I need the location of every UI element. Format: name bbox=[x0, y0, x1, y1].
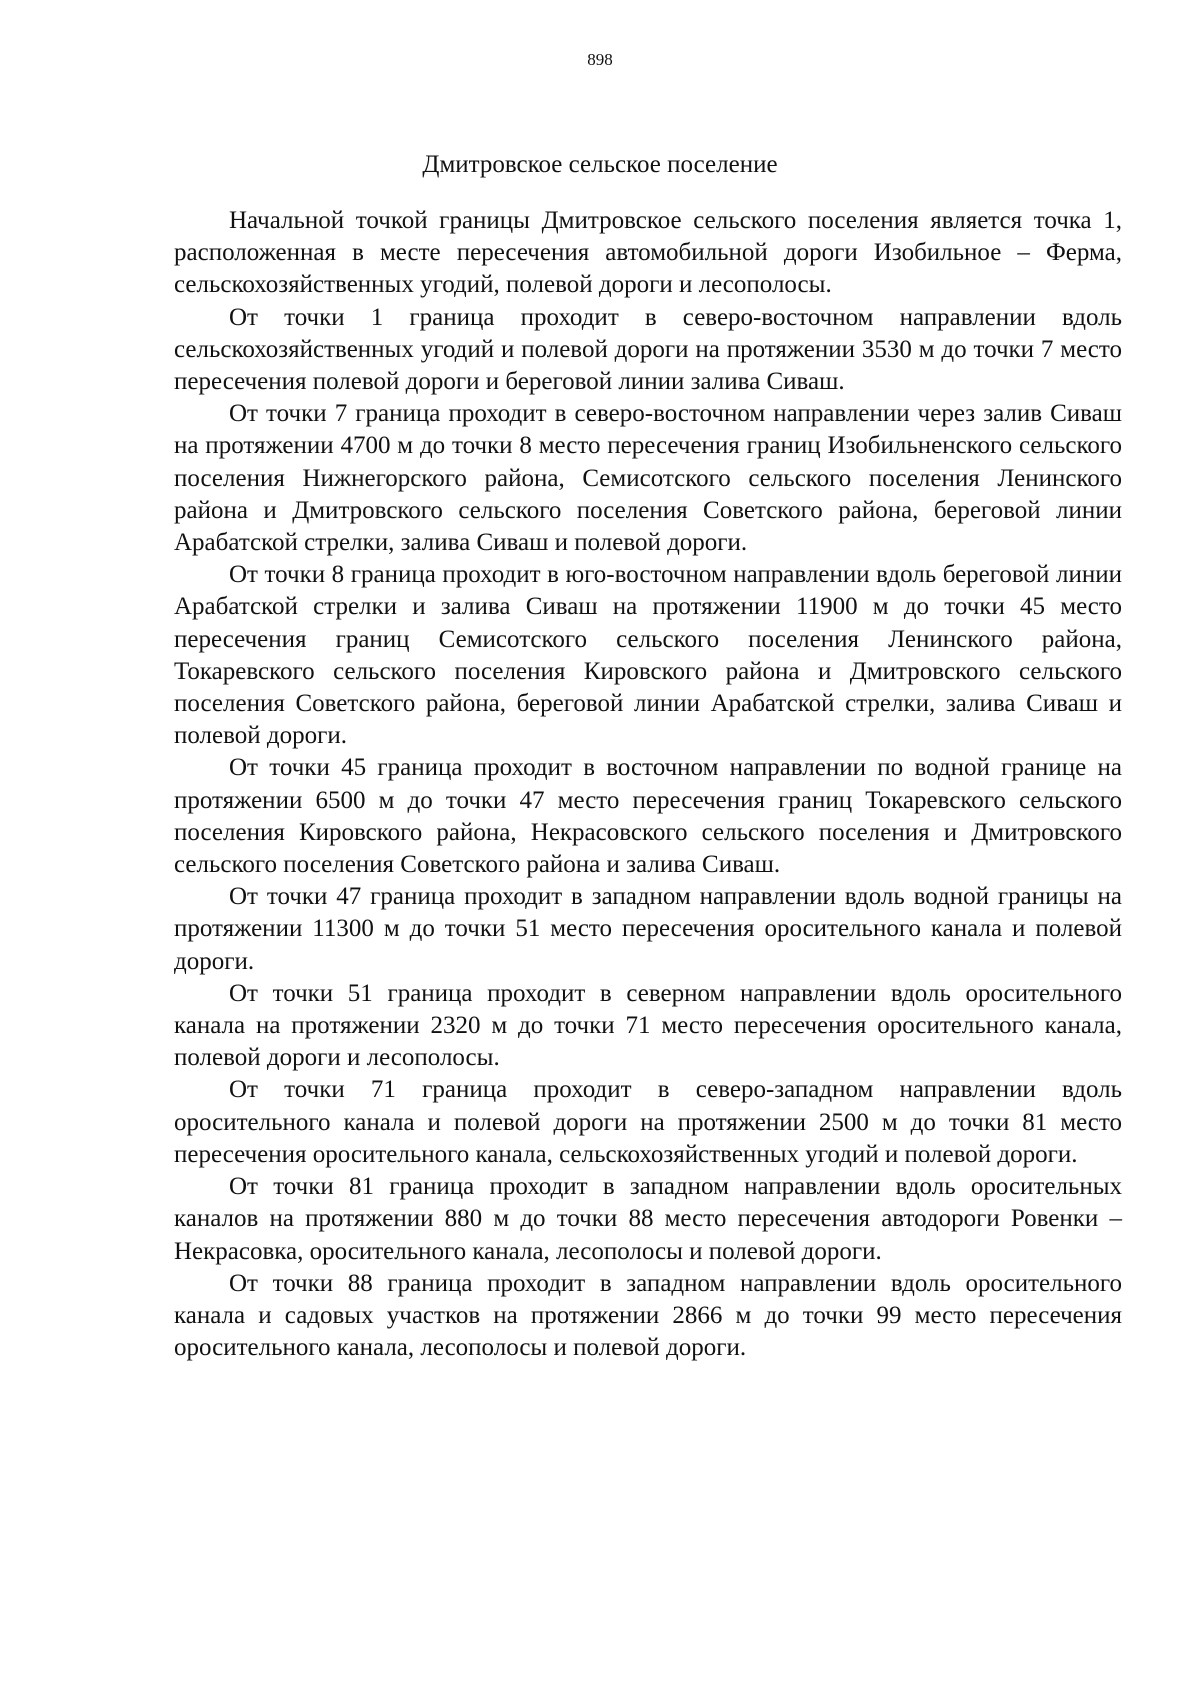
page-number: 898 bbox=[587, 50, 613, 69]
paragraph: От точки 71 граница проходит в северо-западном направлении вдоль оросительного канала и полевой дороги на протяжении 2500 м до точки 81 место пересечения оросительного канала, сельскохозяйственных угодий и полевой дороги. bbox=[174, 1076, 1122, 1168]
paragraph: От точки 81 граница проходит в западном направлении вдоль оросительных каналов на протяжении 880 м до точки 88 место пересечения автодороги Ровенки – Некрасовка, оросительного канала, лесополосы и полевой дороги. bbox=[174, 1173, 1122, 1265]
paragraph: От точки 47 граница проходит в западном направлении вдоль водной границы на протяжении 11300 м до точки 51 место пересечения оросительного канала и полевой дороги. bbox=[174, 883, 1122, 975]
paragraph: От точки 51 граница проходит в северном направлении вдоль оросительного канала на протяжении 2320 м до точки 71 место пересечения оросительного канала, полевой дороги и лесополосы. bbox=[174, 979, 1122, 1072]
document-body bbox=[174, 205, 1122, 1364]
document-title: Дмитровское сельское поселение bbox=[422, 151, 778, 178]
paragraph: От точки 1 граница проходит в северо-восточном направлении вдоль сельскохозяйственных угодий и полевой дороги на протяжении 3530 м до точки 7 место пересечения полевой дороги и береговой линии залива Сиваш. bbox=[174, 303, 1122, 396]
paragraph: Начальной точкой границы Дмитровское сельского поселения является точка 1, расположенная в месте пересечения автомобильной дороги Изобильное – Ферма, сельскохозяйственных угодий, полевой дороги и лесополосы. bbox=[174, 207, 1122, 299]
paragraph: От точки 45 граница проходит в восточном направлении по водной границе на протяжении 6500 м до точки 47 место пересечения границ Токаревского сельского поселения Кировского района, Некрасовского сельского поселения и Дмитровского сельского поселения Советского района и залива Сиваш. bbox=[174, 754, 1122, 879]
paragraph: От точки 8 граница проходит в юго-восточном направлении вдоль береговой линии Арабатской стрелки и залива Сиваш на протяжении 11900 м до точки 45 место пересечения границ Семисотского сельского поселения Ленинского района, Токаревского сельского поселения Кировского района и Дмитровского сельского поселения Советского района, береговой линии Арабатской стрелки, залива Сиваш и полевой дороги. bbox=[174, 561, 1122, 750]
paragraph: От точки 88 граница проходит в западном направлении вдоль оросительного канала и садовых участков на протяжении 2866 м до точки 99 место пересечения оросительного канала, лесополосы и полевой дороги. bbox=[174, 1269, 1122, 1362]
paragraph: От точки 7 граница проходит в северо-восточном направлении через залив Сиваш на протяжении 4700 м до точки 8 место пересечения границ Изобильненского сельского поселения Нижнегорского района, Семисотского сельского поселения Ленинского района и Дмитровского сельского поселения Советского района, береговой линии Арабатской стрелки, залива Сиваш и полевой дороги. bbox=[174, 400, 1122, 557]
